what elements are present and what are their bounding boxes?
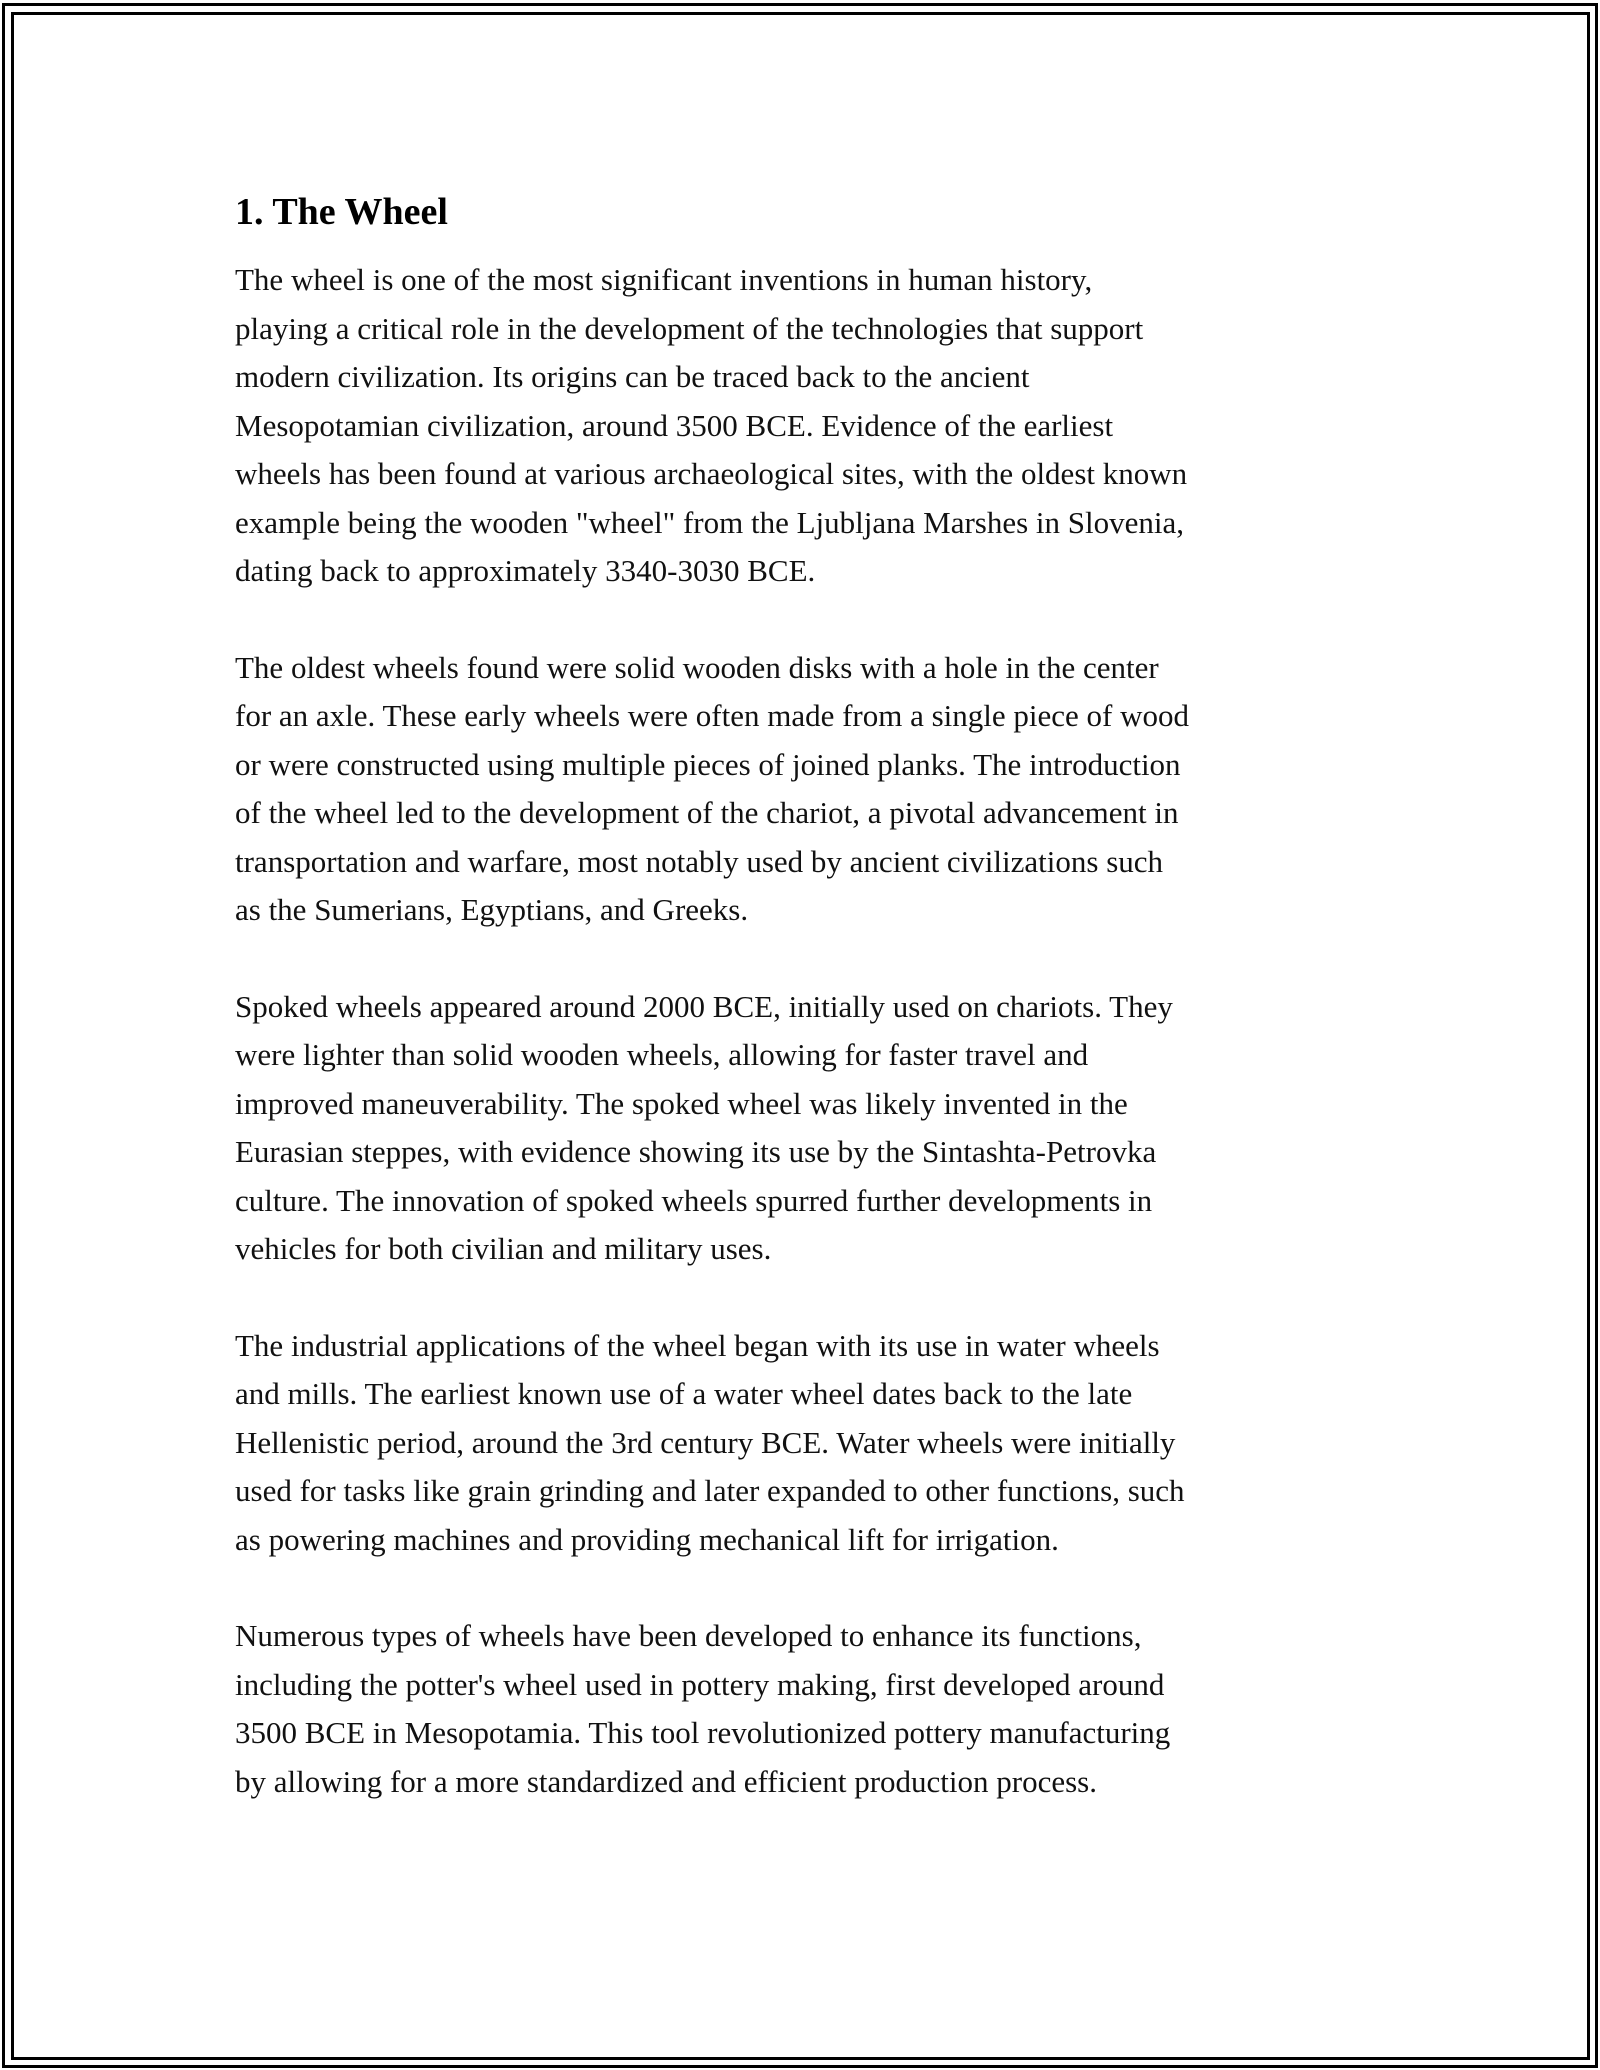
- paragraph-potters-wheel: Numerous types of wheels have been developed to enhance its functions, including the potter's wheel used in pottery making, first developed around 3500 BCE in Mesopotamia. This tool revolutionized pottery manufacturing by allowing for a more standardized and efficient production process.: [235, 1618, 1171, 1799]
- paragraph-origins: The wheel is one of the most significant inventions in human history, playing a critical role in the development of the technologies that support modern civilization. Its origins can be traced back to the ancient Mesopotamian civilization, around 3500 BCE. Evidence of the earliest wheels has been found at various archaeological sites, with the oldest known example being the wooden "wheel" from the Ljubljana Marshes in Slovenia, dating back to approximately 3340-3030 BCE.: [235, 262, 1188, 588]
- section-heading: 1. The Wheel: [235, 191, 448, 233]
- paragraph-spoked-wheels: Spoked wheels appeared around 2000 BCE, initially used on chariots. They were lighter than solid wooden wheels, allowing for faster travel and improved maneuverability. The spoked wheel was likely invented in the Eurasian steppes, with evidence showing its use by the Sintashta-Petrovka culture. The innovation of spoked wheels spurred further developments in vehicles for both civilian and military uses.: [235, 988, 1173, 1266]
- paragraph-oldest-wheels: The oldest wheels found were solid wooden disks with a hole in the center for an axle. These early wheels were often made from a single piece of wood or were constructed using multiple pieces of joined planks. The introduction of the wheel led to the development of the chariot, a pivotal advancement in transportation and warfare, most notably used by ancient civilizations such as the Sumerians, Egyptians, and Greeks.: [235, 649, 1190, 927]
- document-body: [235, 186, 1375, 1806]
- paragraph-industrial-applications: The industrial applications of the wheel began with its use in water wheels and mills. The earliest known use of a water wheel dates back to the late Hellenistic period, around the 3rd century BCE. Water wheels were initially used for tasks like grain grinding and later expanded to other functions, such as powering machines and providing mechanical lift for irrigation.: [235, 1327, 1185, 1557]
